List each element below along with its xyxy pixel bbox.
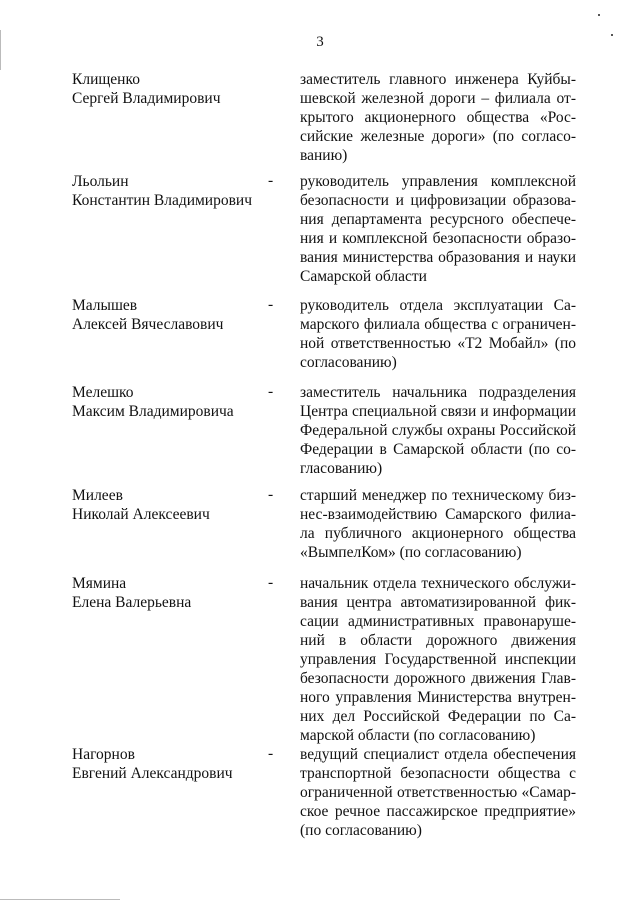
- member-surname: Клищенко: [72, 71, 140, 88]
- position-line: согласованию): [300, 354, 397, 371]
- member-name: [72, 486, 272, 524]
- position-line: транспортной безопасности общества с: [300, 765, 576, 782]
- position-line: марского филиала общества с ограничен-: [300, 316, 576, 333]
- scan-mark: [598, 14, 600, 16]
- position-line: (по согласованию): [300, 822, 422, 839]
- member-given-names: Максим Владимировича: [72, 403, 234, 420]
- scan-mark: [0, 30, 1, 70]
- position-line: заместитель начальника подразделения: [300, 384, 576, 401]
- position-line: ведущий специалист отдела обеспечения: [300, 746, 576, 763]
- member-position: [300, 296, 576, 372]
- member-position: [300, 574, 576, 745]
- member-position: [300, 383, 576, 478]
- position-line: ограниченной ответственностью «Самар-: [300, 784, 576, 801]
- member-name: [72, 296, 272, 334]
- position-line: шевской железной дороги – филиала от-: [300, 90, 576, 107]
- position-line: крытого акционерного общества «Рос-: [300, 109, 576, 126]
- member-position: [300, 745, 576, 840]
- member-surname: Малышев: [72, 297, 138, 314]
- position-line: ния и комплексной безопасности образо-: [300, 230, 576, 247]
- position-line: Федеральной службы охраны Российской: [300, 422, 576, 439]
- position-line: старший менеджер по техническому биз-: [300, 487, 576, 504]
- member-given-names: Николай Алексеевич: [72, 506, 210, 523]
- position-line: них дел Российской Федерации по Са-: [300, 708, 576, 725]
- member-given-names: Алексей Вячеславович: [72, 316, 224, 333]
- member-name: [72, 383, 272, 421]
- position-line: сации административных правонаруше-: [300, 613, 576, 630]
- position-line: безопасности дорожного движения Глав-: [300, 670, 576, 687]
- position-line: Самарской области: [300, 268, 427, 285]
- member-given-names: Константин Владимирович: [72, 192, 253, 209]
- scan-mark: [0, 899, 120, 900]
- position-line: нес-взаимодействию Самарского филиа-: [300, 506, 576, 523]
- position-line: ния департамента ресурсного обеспече-: [300, 211, 576, 228]
- position-line: вания центра автоматизированной фик-: [300, 594, 576, 611]
- position-line: начальник отдела технического обслужи-: [300, 575, 576, 592]
- position-line: вания министерства образования и науки: [300, 249, 576, 266]
- member-name: [72, 745, 272, 783]
- member-given-names: Сергей Владимирович: [72, 90, 221, 107]
- separator-dash: -: [268, 745, 274, 762]
- member-surname: Мямина: [72, 575, 127, 592]
- member-surname: Нагорнов: [72, 746, 135, 763]
- position-line: «ВымпелКом» (по согласованию): [300, 544, 522, 561]
- position-line: заместитель главного инженера Куйбы-: [300, 71, 576, 88]
- separator-dash: -: [268, 172, 274, 189]
- member-surname: Мелешко: [72, 384, 134, 401]
- position-line: ний в области дорожного движения: [300, 632, 576, 649]
- position-line: гласованию): [300, 460, 383, 477]
- position-line: руководитель управления комплексной: [300, 173, 576, 190]
- position-line: сийские железные дороги» (по согласо-: [300, 128, 576, 145]
- position-line: ское речное пассажирское предприятие»: [300, 803, 576, 820]
- position-line: Центра специальной связи и информации: [300, 403, 576, 420]
- member-position: [300, 70, 576, 165]
- member-given-names: Елена Валерьевна: [72, 594, 192, 611]
- separator-dash: -: [268, 574, 274, 591]
- member-given-names: Евгений Александрович: [72, 765, 233, 782]
- member-surname: Льольин: [72, 173, 129, 190]
- position-line: ванию): [300, 147, 348, 164]
- position-line: управления Государственной инспекции: [300, 651, 576, 668]
- position-line: ла публичного акционерного общества: [300, 525, 576, 542]
- scan-mark: [611, 34, 613, 36]
- position-line: марской области (по согласованию): [300, 727, 536, 744]
- position-line: руководитель отдела эксплуатации Са-: [300, 297, 576, 314]
- member-surname: Милеев: [72, 487, 123, 504]
- position-line: ной ответственностью «Т2 Мобайл» (по: [300, 335, 576, 352]
- separator-dash: -: [268, 296, 274, 313]
- member-name: [72, 70, 272, 108]
- member-name: [72, 574, 272, 612]
- member-position: [300, 486, 576, 562]
- position-line: ного управления Министерства внутрен-: [300, 689, 576, 706]
- member-name: [72, 172, 272, 210]
- position-line: Федерации в Самарской области (по со-: [300, 441, 576, 458]
- separator-dash: -: [268, 383, 274, 400]
- page-number: 3: [316, 34, 324, 50]
- position-line: безопасности и цифровизации образова-: [300, 192, 576, 209]
- member-position: [300, 172, 576, 286]
- separator-dash: -: [268, 486, 274, 503]
